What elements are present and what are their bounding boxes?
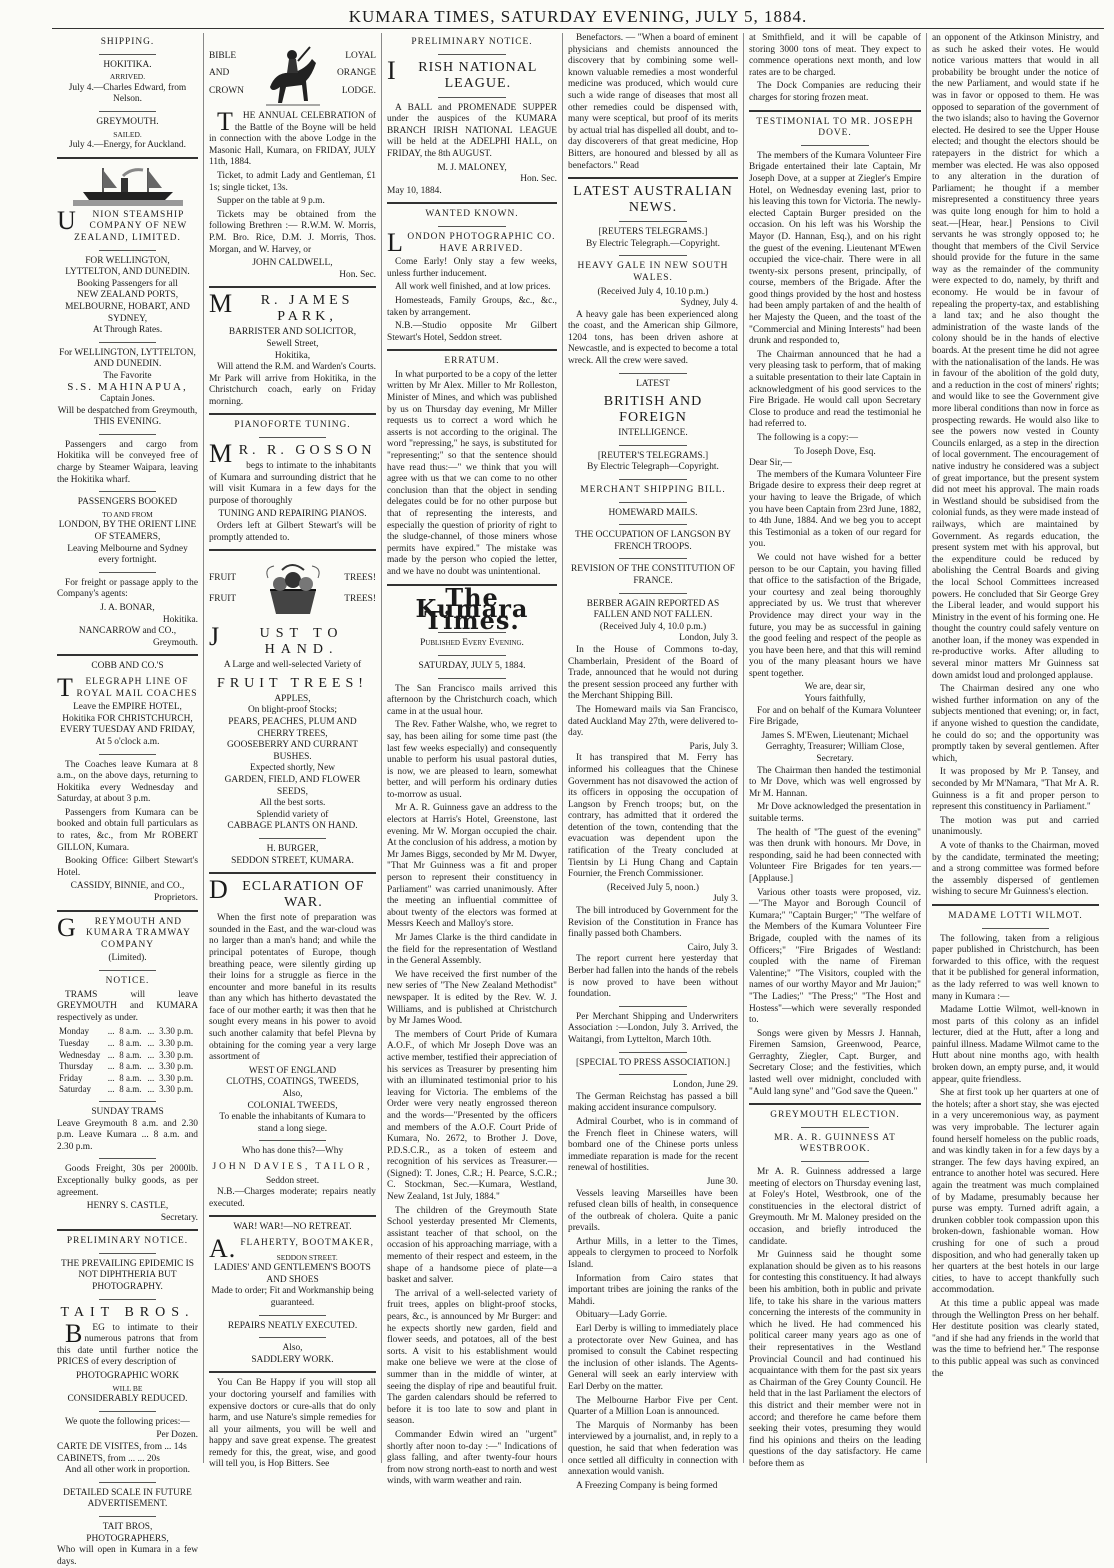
- sunday-text: Leave Greymouth 8 a.m. and 2.30 p.m. Leave Kumara ... 8 a.m. and 2.30 p.m.: [57, 1118, 198, 1152]
- timetable-cell: 8 a.m.: [119, 1084, 142, 1095]
- reichstag-text: The German Reichstag has passed a bill making accident insurance compulsory.: [568, 1091, 738, 1114]
- guinness-westbrook: MR. A. R. GUINNESS AT WESTBROOK.: [774, 1132, 896, 1155]
- revision-constitution: REVISION OF THE CONSTITUTION OF FRANCE.: [571, 564, 735, 586]
- coach-leave: Leave the EMPIRE HOTEL, Hokitika FOR CHRISTCHURCH, EVERY TUESDAY AND FRIDAY, At 5 o'clock a.m.: [60, 702, 195, 747]
- flaherty-street: SEDDON STREET.: [276, 1252, 338, 1262]
- epidemic-heading: THE PREVAILING EPIDEMIC IS NOT DIPHTHERIA BUT PHOTOGRAPHY.: [61, 1258, 194, 1293]
- timetable-cell: 8 a.m.: [119, 1061, 142, 1072]
- tuning-repairing: TUNING AND REPAIRING PIANOS.: [218, 509, 367, 520]
- greymouth-election: GREYMOUTH ELECTION.: [770, 1110, 900, 1121]
- agent-nancarrow-place: Greymouth.: [152, 637, 198, 648]
- h-burger: H. BURGER,: [266, 843, 319, 854]
- finished-text: All work well finished, and at low prices.: [395, 282, 551, 293]
- agent-bonar: J. A. BONAR,: [100, 602, 155, 613]
- ball-text: A BALL and PROMENADE SUPPER under the auspices of the KUMARA BRANCH IRISH NATIONAL LEAGUE will be held at the ADELPHI HALL, on FRIDAY, the 8th AUGUST.: [387, 102, 557, 159]
- henry-castle: HENRY S. CASTLE,: [86, 1201, 169, 1212]
- fruit-label-1: FRUIT: [209, 572, 237, 583]
- carte-price: CARTE DE VISITES, from ... 14s: [57, 1442, 187, 1452]
- timetable-cell: 8 a.m.: [119, 1026, 142, 1037]
- repairs-neatly: REPAIRS NEATLY EXECUTED.: [227, 1320, 358, 1331]
- editorial-p4: Mr James Clarke is the third candidate in the field for the representation of Westland in the General Assembly.: [387, 933, 557, 967]
- greymouth-heading: GREYMOUTH.: [96, 116, 159, 127]
- derby-text: Earl Derby is willing to immediately place a protectorate over New Guinea, and has promised to consult the Cabinet respecting the inclusion of other islands. The Agents-General will seek an early interview with Earl Derby on the matter.: [568, 1324, 738, 1392]
- column-2: [204, 33, 382, 1470]
- agent-bonar-place: Hokitika.: [162, 614, 198, 625]
- photo-work: PHOTOGRAPHIC WORK: [75, 1371, 180, 1382]
- for-wellington: FOR WELLINGTON, LYTTELTON, AND DUNEDIN.: [65, 255, 190, 278]
- guinness-p5: It was proposed by Mr P. Tansey, and seconded by Mr M'Namara, "That Mr A. R. Guinness is a fit and proper person to represent this constituency in Parliament.": [932, 767, 1099, 813]
- notice-heading: NOTICE.: [105, 976, 150, 986]
- column-5: [744, 33, 927, 1469]
- editorial-p2: The Rev. Father Walshe, who, we regret to say, has been ailing for some time past (the last few weeks especially) and consequently unable to perform his usual pastoral duties, is now, we are pleased to learn, somewhat better, and will perform his ordinary duties to-morrow as usual.: [387, 720, 557, 800]
- arrived-label: ARRIVED.: [109, 72, 146, 82]
- erratum-heading: ERRATUM.: [444, 356, 500, 367]
- homesteads-text: Homesteads, Family Groups, &c., &c., taken by arrangement.: [387, 295, 557, 318]
- following-copy: The following is a copy:—: [757, 433, 859, 443]
- crown-label: CROWN: [209, 85, 244, 96]
- sydney-dateline: Sydney, July 4.: [680, 298, 738, 309]
- timetable-cell: ...: [147, 1084, 155, 1095]
- annual-celebration: THE ANNUAL CELEBRATION of the Battle of the Boyne will be held in connection with the above Lodge in the Masonic Hall, Kumara, on FRIDAY, JULY 11th, 1884.: [209, 107, 376, 168]
- testimonial-p1: The members of the Kumara Volunteer Fire Brigade entertained their late Captain, Mr Joseph Dove, at a supper at Ziegler's Empire Hotel, on Wednesday evening last, prior to his leaving this town for Victoria. The newly-elected Captain Burger presided on the occasion. On his left was his Worship the Mayor (D. Hannan, Esq.), and on his right the guest of the evening. Lieutenant M'Ewen occupied the vice-chair. There were in all twenty-six persons present, principally, of course, members of the Brigade. After the good things provided by the host and hostess had been amply partaken of and the health of her Majesty the Queen, and the toast of the "Commercial and Mining Interests" had been drunk and responded to,: [749, 150, 921, 347]
- loyal-label: LOYAL: [345, 50, 376, 61]
- sailed-text: July 4.—Energy, for Auckland.: [69, 140, 186, 151]
- lotti-p3: She at first took up her quarters at one of the hotels; after a short stay, she was ejected in a very unceremonious way, as payment was very improbable. The lecturer again found herself homeless on the public roads, and was kindly taken in for a few days by a stranger. The few days having expired, an entrance to another hotel was secured. Here again the treatment was much complained of by Madame, presumably because her purse was empty. Turned adrift again, a drunken cobbler took compassion upon this broken-down, fashionable woman. How crushing for one of such a proud disposition, and who had generally taken up her quarters at the best hotels in our large cities, to have to accept thankfully such accommodation.: [932, 1088, 1099, 1296]
- tait-bros-2: TAIT BROS,: [102, 1521, 153, 1532]
- maloney-name: M. J. MALONEY,: [437, 162, 507, 173]
- arrived-text: July 4.—Charles Edward, from Nelson.: [68, 82, 187, 105]
- paris-dateline: Paris, July 3.: [689, 741, 738, 752]
- columns: [52, 33, 1104, 1567]
- sailed-label: SAILED.: [113, 129, 142, 139]
- bill-text: The bill introduced by Government for the Revision of the Constitution in France has finally passed both Chambers.: [568, 906, 738, 940]
- homeward-text: The Homeward mails via San Francisco, dated Auckland May 27th, were delivered to-day.: [568, 704, 738, 739]
- marseilles-text: Vessels leaving Marseilles have been refused clean bills of health, in consequence of the outbreak of cholera. Quite a panic prevails.: [568, 1188, 738, 1234]
- london-photographic: LONDON PHOTOGRAPHIC CO. HAVE ARRIVED.: [387, 227, 556, 257]
- guinness-p4: The Chairman desired any one who wished further information on any of the subjects mentioned that evening; or, in fact, if anyone wished to question the candidate, he could do so; and the opportunity was promptly taken by several gentlemen. After which,: [932, 684, 1099, 764]
- guinness-p2: Mr Guinness said he thought some explanation should be given as to his reasons for contesting this constituency. It had always been his ambition, both in public and private life, to take his share in the various matters concerning the interests of the community in which he lived. He had commenced his political career many years ago as one of their representatives in the Westland Provincial Council and had continued his acquaintance with them for the past six years as Chairman of the Grey County Council. He held that in the last Parliament the electors of this district and their member were not in accord; and therefore he came before them seeking their votes, presuming they would find his opinions and theirs on the leading questions of the day satisfactory. He came before them as: [749, 1250, 921, 1469]
- guinness-p1: Mr A. R. Guinness addressed a large meeting of electors on Thursday evening last, at Foley's Hotel, Westbrook, one of the constituencies in the electoral district of Greymouth. Mr M. Maloney presided on the occasion, and briefly introduced the candidate.: [749, 1167, 921, 1247]
- testimonial-p4: We could not have wished for a better person to be our Captain, you having filled that office to the satisfaction of the Brigade, your courtesy and zeal being thoroughly appreciated by us. We trust that wherever Providence may direct your way in the future, you may be as successful in gaining the good feeling and respect of the people as you have been here, and that this will remind you of the many pleasant hours we have spent together.: [749, 552, 921, 679]
- guinness-p7: A vote of thanks to the Chairman, moved by the candidate, terminated the meeting; and a strong committee was formed before the assembly dispersed of gentlemen wishing to secure Mr Guinness's election.: [932, 840, 1099, 898]
- enable-text: To enable the inhabitants of Kumara to stand a long siege.: [219, 1112, 366, 1134]
- west-of-england: WEST OF ENGLAND: [248, 1065, 337, 1076]
- leaving-text: Leaving Melbourne and Sydney every fortnight.: [67, 543, 188, 566]
- captain-name: Captain Jones.: [100, 394, 155, 405]
- for-on-behalf: For and on behalf of the Kumara Volunteer Fire Brigade,: [749, 705, 921, 728]
- pianoforte-tuning: PIANOFORTE TUNING.: [234, 420, 351, 431]
- timetable-cell: ...: [107, 1072, 115, 1083]
- by-telegraph: By Electric Telegraph.—Copyright.: [585, 238, 721, 249]
- agent-nancarrow: NANCARROW and CO.,: [78, 626, 177, 637]
- war-no-retreat: WAR! WAR!—NO RETREAT.: [233, 1222, 352, 1233]
- best-sorts: All the best sorts.: [259, 798, 326, 809]
- for-wellington-2: For WELLINGTON, LYTTELTON, AND DUNEDIN.: [59, 347, 196, 370]
- fruit-trees-heading: FRUIT TREES!: [217, 675, 368, 691]
- homeward-mails: HOMEWARD MAILS.: [608, 507, 698, 518]
- cairo-text: The report current here yesterday that Berber had fallen into the hands of the rebels is now proved to have been without foundation.: [568, 954, 738, 1000]
- paper-title: The Kumara Times.: [415, 582, 529, 635]
- timetable-cell: 3.30 p.m.: [159, 1049, 194, 1060]
- received-3: (Received July 5, noon.): [607, 882, 699, 893]
- by-telegraph-2: By Electric Telegraph—Copyright.: [587, 462, 719, 473]
- cobb-title: COBB AND CO.'S: [91, 661, 164, 672]
- freezing-text: A Freezing Company is being formed: [576, 1480, 718, 1491]
- timetable-cell: ...: [147, 1049, 155, 1060]
- lotti-p1: The following, taken from a religious paper published in Christchurch, has been forwarded to this office, with the request that it be published for general information, as the lady referred to was well known to many in Kumara :—: [932, 933, 1099, 1002]
- union-steamship-title: UNION STEAMSHIP COMPANY OF NEW ZEALAND, LIMITED.: [57, 205, 188, 243]
- tramway-title: GREYMOUTH AND KUMARA TRAMWAY COMPANY: [57, 912, 191, 950]
- through-rates: At Through Rates.: [92, 325, 163, 336]
- latest-australian: LATEST AUSTRALIAN NEWS.: [573, 184, 733, 216]
- london-dateline-2: London, June 29.: [672, 1080, 738, 1091]
- heavy-gale: HEAVY GALE IN NEW SOUTH WALES.: [577, 261, 729, 283]
- booking-text: Booking Passengers for all: [77, 278, 178, 289]
- burger-address: SEDDON STREET, KUMARA.: [231, 855, 354, 866]
- timetable-cell: Saturday: [59, 1084, 91, 1095]
- open-kumara: Who will open in Kumara in a few days.: [57, 1545, 198, 1567]
- column-6: [927, 33, 1104, 1463]
- obituary-text: Obituary—Lady Gorrie.: [576, 1310, 668, 1321]
- saddlery-work: SADDLERY WORK.: [251, 1354, 334, 1365]
- ferry-text: It has transpired that M. Ferry has informed his colleagues that the Chinese Government has not disavowed the action of its officers in opposing the occupation of Langson by French troops; but, on the contrary, has admitted that it ordered the detention of the town, contending that the evacuation was dependent upon the ratification of the Treaty concluded at Tientsin by Li Hung Chang and Captain Fournier, the French Commissioner.: [568, 753, 738, 880]
- cairo-text-2: Information from Cairo states that important tribes are joining the ranks of the Mahdi.: [568, 1273, 738, 1307]
- irish-national-league: IRISH NATIONAL LEAGUE.: [387, 55, 538, 91]
- lodge-label: LODGE.: [341, 85, 376, 96]
- park-hokitika: Hokitika,: [274, 350, 311, 361]
- masthead: KUMARA TIMES, SATURDAY EVENING, JULY 5, 1884.: [52, 6, 1104, 29]
- timetable-row: [57, 1038, 198, 1050]
- erratum-text: In what purported to be a copy of the letter written by Mr Alex. Miller to Mr Rolleston, Minister of Mines, and which was published by us on Thursday day evening, Mr Miller requests us to correct a word which he asserts is not according to the original. The word "repressing," he says, is substituted for "representing;" so that the sentence should have read thus:—" we think that you will agree with us that we can come to no other conclusion than that the object in sending delegates could be for no other purpose but that of representing the interests, and especially the question of priority of right to the sludge-channel, of those miners whose permits have expired." The mistake was made by the person who copied the letter, and we have no doubt was unintentional.: [387, 369, 557, 577]
- hop-bitters-ad: You Can Be Happy if you will stop all your doctoring yourself and families with expensive doctors or cure-alls that do only harm, and use Nature's simple remedies for all your ailments, you will be well and happy and save great expense. The greatest remedy for this, the great, wise, and good will tell you, is Hop Bitters. See: [209, 1378, 376, 1470]
- guinness-p3: an opponent of the Atkinson Ministry, and as such he asked their votes. He would notice various matters that would in all probability be brought under the notice of the new Parliament, and would state if he was in favor or opposed to them. He was opposed to separation of the government of the two islands; also to having the Governor elected. He desired to see the Upper House elected; and thought the electors should be ratepayers in the district for which a member was elected. He was also opposed to any alteration in the duration of Parliament; he thought if a member misrepresented a constituency three years was quite long enough for him to hold a seat.—[Hear, hear.] Pensions to Civil servants he was strongly opposed to; he thought that members of the Civil Service should provide for the future in the same way as the remainder of the community were expected to do, namely, by thrift and economy. He would be in favour of repealing the property-tax, and establishing a land tax; and he also thought the administration of the waste lands of the colony should be in the hands of elective boards. At the present time he did not agree with the nationalisation of the lands. He was in favour of the abolition of the gold duty, and a reduction in the cost of miners' rights; and would like to see the Government give more liberal conditions than now in force as prospecting rewards. He would also like to see the powers now vested in County Councils enlarged, as a step in the direction of local government. The encouragement of native industry he considered was a subject of great importance, but the present system did not meet his approval. The main roads in Westland should be subsidised from the colonial funds, as they were made instead of railways, which are maintained by Government. As regards education, the present system met with his approval, but the expenditure could be reduced by abolishing the Central Boards and giving the local School Committees increased powers. He concluded that Sir George Grey the Liberal leader, and would support his Ministry in the event of his forming one. He thought the country could safely venture on another loan, if the money was expended in re-productive works. After alluding to several minor matters Mr Guinness sat down amidst loud and prolonged applause.: [932, 33, 1099, 681]
- timetable-cell: 8 a.m.: [119, 1072, 142, 1083]
- tickets-text: Tickets may be obtained from the following Brethren :— R.W.M. W. Morris, P.M. Bro. Rice, D.M. J. Morris, Thos. Morgan, and W. Harvey, or: [209, 209, 376, 255]
- editorial-p8: The arrival of a well-selected variety of fruit trees, apples on blight-proof stocks, pears, &c., is announced by Mr Burger: and he expects shortly new garden, field and flower seeds, and potatoes, all of the best sorts. A visit to his establishment would make one believe we were at the close of summer than in the middle of winter, at seeing the display of ripe and beautiful fruit. The garden calendars should be referred to before it is too late to sow and plant in season.: [387, 1288, 557, 1427]
- despatched-text: Will be despatched from Greymouth, THIS EVENING.: [57, 405, 198, 428]
- reuters-telegrams: [REUTERS TELEGRAMS.]: [598, 227, 708, 238]
- timetable-row: [57, 1061, 198, 1073]
- column-1: [52, 33, 204, 1567]
- timetable-row: [57, 1073, 198, 1085]
- normanby-text: The Marquis of Normanby has been interviewed by a journalist, and, in reply to a question, he said that when federation was once settled all difficulty in connection with annexation would vanish.: [568, 1420, 738, 1478]
- merchant-shipping-bill: MERCHANT SHIPPING BILL.: [580, 485, 726, 496]
- timetable-cell: Tuesday: [59, 1037, 90, 1048]
- courbet-text: Admiral Courbet, who is in command of the French fleet in Chinese waters, will bombard one of the Chinese ports unless immediate reparation is made for the recent renewal of hostilities.: [568, 1116, 738, 1174]
- timetable-cell: ...: [147, 1037, 155, 1048]
- to-dove: To Joseph Dove, Esq.: [794, 446, 876, 457]
- freight-text: For freight or passage apply to the Company's agents:: [57, 577, 198, 600]
- prelim-notice: PRELIMINARY NOTICE.: [66, 1236, 189, 1247]
- timetable-cell: 8 a.m.: [119, 1049, 142, 1060]
- timetable-cell: 3.30 p.m.: [159, 1072, 194, 1083]
- orange-label: ORANGE: [336, 68, 376, 79]
- ladies-boots: LADIES' AND GENTLEMEN'S BOOTS AND SHOES: [214, 1263, 371, 1285]
- hokitika-heading: HOKITIKA.: [103, 59, 152, 70]
- editorial-p7: The children of the Greymouth State School yesterday presented Mr Clements, assistant teacher of that school, on the occasion of his approaching marriage, with a memento of their respect and esteem, in the shape of a handsome piece of plate—a basket and salver.: [387, 1205, 557, 1286]
- will-be: WILL BE: [112, 1383, 143, 1393]
- underwriters-text: Per Merchant Shipping and Underwriters Association :—London, July 3. Arrived, the Waitangi, from Lyttelton, March 10th.: [568, 1011, 738, 1045]
- we-are: We are, dear sir,: [804, 682, 866, 693]
- berber: BERBER AGAIN REPORTED AS FALLEN AND NOT FALLEN.: [586, 598, 720, 621]
- editorial-p3: Mr A. R. Guinness gave an address to the electors at Harris's Hotel, Greenstone, last evening. Mr W. Morgan occupied the chair. At the conclusion of his address, a motion by Mr James Biggs, seconded by Mr M. Dwyer, "That Mr Guinness was a fit and proper person to represent their constituency in Parliament" was carried unanimously. After the meeting an influential committee of about twenty of the electors was formed at Messrs Keech and Malloy's store.: [387, 803, 557, 930]
- signatories: James S. M'Ewen, Lieutenant; Michael Gerraghty, Treasurer; William Close, Secretary.: [761, 730, 909, 765]
- cassidy-binnie: CASSIDY, BINNIE, and CO.,: [70, 881, 185, 892]
- large-variety: A Large and well-selected Variety of: [223, 660, 362, 671]
- lotti-wilmot-heading: MADAME LOTTI WILMOT.: [948, 910, 1083, 921]
- timetable-cell: ...: [107, 1084, 115, 1095]
- passengers-text: Passengers and cargo from Hokitika will be conveyed free of charge by Steamer Waipara, leaving the Hokitika wharf.: [57, 439, 198, 485]
- tait-text: BEG to intimate to their numerous patrons that from this date until further notice the PRICES of every description of: [57, 1318, 198, 1368]
- prelim-notice-irish: PRELIMINARY NOTICE.: [411, 37, 533, 47]
- dear-sir: Dear Sir,—: [749, 458, 792, 469]
- nz-ports: NEW ZEALAND PORTS, MELBOURNE, HOBART, AND SYDNEY,: [65, 290, 190, 324]
- castle-secretary: Secretary.: [160, 1212, 198, 1223]
- editorial-p1: The San Francisco mails arrived this afternoon by the Christchurch coach, which came in at the usual hour.: [387, 683, 557, 717]
- editorial-p9: Commander Edwin wired an "urgent" shortly after noon to-day :—" Indications of glass falling, and after twenty-four hours from now strong north-east to north and west winds, with warm weather and rain.: [387, 1429, 557, 1487]
- testimonial-p7: The health of "The guest of the evening" was then drunk with honours. Mr Dove, in responding, said he had been connected with Volunteer Fire Brigades for ten years.—[Applause.]: [749, 827, 921, 884]
- also-2: Also,: [282, 1343, 303, 1354]
- war-text: When the first note of preparation was sounded in the East, and the war-cloud was no larger than a man's hand; and while the principal potentates of Europe, though breathing peace, were silently girding up their loins for a struggle as fierce in the encounter and more baneful in its results than any which has hitherto devastated the face of our mother earth; it was then that he sought every means in his power to avoid such another calamity that befel Plevna by obtaining for the coming year a very large assortment of: [209, 913, 376, 1063]
- detailed-scale: DETAILED SCALE IN FUTURE ADVERTISEMENT.: [63, 1487, 192, 1510]
- timetable-cell: ...: [107, 1037, 115, 1048]
- fruit-trees-header: [209, 556, 376, 622]
- mills-text: Arthur Mills, in a letter to the Times, appeals to clergymen to proceed to Norfolk Island.: [568, 1236, 738, 1271]
- guinness-p6: The motion was put and carried unanimously.: [932, 815, 1099, 838]
- timetable-row: [57, 1050, 198, 1062]
- orange-lodge-header: [209, 37, 376, 111]
- horseman-illustration: [258, 41, 328, 107]
- lotti-p2: Madame Lottie Wilmot, well-known in most parts of this colony as an infidel lecturer, died at the Hutt, after a long and painful illness. Madame Wilmot came to the Hutt about nine months ago, with health broken down, an empty purse, and, it would appear, quite friendless.: [932, 1005, 1099, 1085]
- park-text: Will attend the R.M. and Warden's Courts. Mr Park will arrive from Hokitika, in the Christchurch coach, early on Friday morning.: [209, 362, 376, 407]
- photographers: PHOTOGRAPHERS,: [86, 1533, 169, 1544]
- sewell-street: Sewell Street,: [266, 338, 319, 349]
- timetable-cell: ...: [107, 1026, 115, 1037]
- received-1: (Received July 4, 10.10 p.m.): [597, 286, 709, 297]
- blight-proof: On blight-proof Stocks;: [247, 705, 338, 716]
- james-park: MR. JAMES PARK,: [209, 289, 354, 325]
- cairo-dateline: Cairo, July 3.: [687, 942, 738, 953]
- davies-nb: N.B.—Charges moderate; repairs neatly executed.: [209, 1187, 376, 1209]
- published-every-evening: Published Every Evening.: [420, 638, 524, 649]
- splendid-variety: Splendid variety of: [256, 809, 329, 820]
- john-caldwell: JOHN CALDWELL,: [252, 258, 333, 269]
- expected-shortly: Expected shortly, New: [249, 763, 336, 774]
- london-orient: LONDON, BY THE ORIENT LINE OF STEAMERS,: [58, 520, 197, 542]
- testimonial-p5: The Chairman then handed the testimonial to Mr Dove, which was well engrossed by Mr M. Hannan.: [749, 765, 921, 799]
- gooseberry: GOOSEBERRY AND CURRANT BUSHES.: [227, 740, 358, 762]
- july3-dateline: July 3.: [712, 894, 738, 905]
- timetable-cell: 3.30 p.m.: [159, 1026, 194, 1037]
- intelligence: INTELLIGENCE.: [618, 428, 688, 439]
- testimonial-p9: Songs were given by Messrs J. Hannah, Firemen Samsion, Greenwood, Pearce, Gerraghty, Ziegler, Capt. Burger, and Secretary Close; and the festivities, which lasted well over midnight, concluded with "Auld lang syne" and "God save the Queen.": [749, 1028, 921, 1097]
- other-work: And all other work in proportion.: [65, 1465, 190, 1476]
- timetable-row: [57, 1084, 198, 1096]
- bible-label: BIBLE: [209, 50, 237, 61]
- june30-dateline: June 30.: [706, 1176, 738, 1187]
- timetable-cell: 3.30 p.m.: [159, 1037, 194, 1048]
- sunday-trams: SUNDAY TRAMS: [91, 1106, 164, 1117]
- timetable-cell: 3.30 p.m.: [159, 1084, 194, 1095]
- tramway-limited: (Limited).: [108, 953, 147, 964]
- commons-text: In the House of Commons to-day, Chamberlain, President of the Board of Trade, announced that he would not during the present session proceed any further with the Merchant Shipping Bill.: [568, 644, 738, 702]
- wanted-known: WANTED KNOWN.: [425, 209, 519, 220]
- lotti-p4: At this time a public appeal was made through the Wellington Press on her behalf. Her destitute position was clearly stated, "and if she had any friends in the world that was the time to befriend her." The response to this public appeal was such as convinced the: [932, 1298, 1099, 1379]
- london-dateline: London, July 3.: [679, 633, 738, 644]
- timetable-cell: Friday: [59, 1072, 83, 1083]
- colonial-tweeds: COLONIAL TWEEDS,: [247, 1100, 338, 1111]
- trees-label-1: TREES!: [344, 572, 376, 583]
- timetable-cell: ...: [107, 1061, 115, 1072]
- testimonial-p6: Mr Dove acknowledged the presentation in suitable terms.: [749, 802, 921, 824]
- received-2: (Received July 4, 10.0 p.m.): [599, 621, 707, 632]
- booking-office: Booking Office: Gilbert Stewart's Hotel.: [57, 856, 198, 878]
- to-from: TO AND FROM: [102, 509, 153, 519]
- timetable-row: [57, 1026, 198, 1038]
- may-date: May 10, 1884.: [387, 185, 442, 196]
- orders-text: Orders left at Gilbert Stewart's will be promptly attended to.: [209, 521, 376, 543]
- benefactors-text: Benefactors. — "When a board of eminent physicians and chemists announced the discovery that by combining some well-known valuable remedies a most wonderful medicine was produced, which would cure such a wide range of diseases that most all other remedies could be dispensed with, many were sceptical, but proof of its merits by actual trial has dispelled all doubt, and to-day discoverers of that great medicine, Hop Bitters, are honoured and blessed by all as benefactors." Read: [568, 33, 738, 171]
- testimonial-heading: TESTIMONIAL TO MR. JOSEPH DOVE.: [756, 116, 914, 139]
- maloney-hon-sec: Hon. Sec.: [520, 174, 557, 185]
- timetable-cell: Wednesday: [59, 1049, 101, 1060]
- caldwell-hon-sec: Hon. Sec.: [339, 269, 376, 280]
- editorial-p6: The members of Court Pride of Kumara A.O.F., of which Mr Joseph Dove was an active member, testified their appreciation of his services as Treasurer by presenting him with an illuminated testimonial prior to his leaving for Victoria. The emblems of the Order were very neatly engrossed thereon and the words—"Presented by the officers and members of the A.O.F. Court Pride of Kumara, No. 2672, to Brother J. Dove, P.D.S.C.R., as a token of esteem and recognition of his services as Treasurer.—(Signed): T. Jones, C.R.; H. Pearce, S.C.R.; C. Stockman, Sec.—Kumara, Westland, New Zealand, 1st July, 1884.": [387, 1029, 557, 1203]
- studio-text: N.B.—Studio opposite Mr Gilbert Stewart's Hotel, Seddon street.: [387, 321, 557, 343]
- proprietors: Proprietors.: [153, 893, 198, 904]
- telegraph-line: TELEGRAPH LINE OF ROYAL MAIL COACHES: [57, 672, 198, 702]
- testimonial-p2: The Chairman announced that he had a very pleasing task to perform, that of making a suitable presentation to their late Captain in acknowledgment of his good services to the Fire Brigade. He would call upon Secretary Close to produce and read the testimonial he had referred to.: [749, 349, 921, 430]
- steamship-illustration: [57, 164, 198, 206]
- shipping-heading: SHIPPING.: [100, 37, 155, 47]
- favorite-text: The Favorite: [103, 370, 152, 381]
- barrister-text: BARRISTER AND SOLICITOR,: [228, 327, 357, 338]
- latest-label: LATEST: [636, 378, 670, 389]
- and-label: AND: [209, 68, 230, 79]
- reuters-telegrams-2: [REUTER'S TELEGRAMS.]: [597, 450, 709, 461]
- pears-peaches: PEARS, PEACHES, PLUM AND CHERRY TREES,: [228, 717, 357, 739]
- timetable-cell: ...: [147, 1061, 155, 1072]
- yours-faithfully: Yours faithfully,: [804, 694, 866, 705]
- fruit-label-2: FRUIT: [209, 594, 237, 605]
- cloths-coatings: CLOTHS, COATINGS, TWEEDS,: [226, 1077, 359, 1088]
- dock-text: The Dock Companies are reducing their charges for storing frozen meat.: [749, 81, 921, 103]
- just-to-hand: JUST TO HAND.: [209, 622, 344, 658]
- british-foreign: BRITISH AND FOREIGN: [603, 394, 703, 426]
- trees-label-2: TREES!: [344, 594, 376, 605]
- timetable-cell: 3.30 p.m.: [159, 1061, 194, 1072]
- timetable-cell: Thursday: [59, 1061, 93, 1072]
- also-1: Also,: [282, 1089, 303, 1100]
- passengers-booked: PASSENGERS BOOKED: [77, 497, 178, 508]
- testimonial-p3: The members of the Kumara Volunteer Fire Brigade desire to express their deep regret at your having to leave the Brigade, of which you have been Captain from 23rd June, 1882, to 4th June, 1884. And we beg you to accept this Testimonial as a token of our regard for you.: [749, 469, 921, 550]
- ship-name: S.S. MAHINAPUA,: [67, 381, 188, 394]
- tait-bros: TAIT BROS.: [60, 1304, 195, 1320]
- cabbage-plants: CABBAGE PLANTS ON HAND.: [227, 821, 358, 832]
- passengers-text-2: Passengers from Kumara can be booked and obtain full particulars as to rates, &c., from Mr ROBERT GILLON, Kumara.: [57, 807, 198, 853]
- timetable-cell: ...: [147, 1026, 155, 1037]
- timetable-cell: 8 a.m.: [119, 1037, 142, 1048]
- testimonial-p8: Various other toasts were proposed, viz.—"The Mayor and Borough Council of Kumara;" "Captain Burger;" "The welfare of the Members of the Kumara Volunteer Fire Brigade, coupled with the names of its Officers;" "Fire Brigades of Westland: coupled with the name of Fireman Valentine;" "The Visitors, coupled with the names of our worthy Mayor and Mr Jauion;" "The Ladies;" "The Press;" "The Host and Hostess"—which were severally responded to.: [749, 887, 921, 1026]
- john-davies: JOHN DAVIES, TAILOR,: [212, 1162, 373, 1172]
- tram-timetable: [57, 1026, 198, 1096]
- timetable-cell: ...: [147, 1072, 155, 1083]
- apples: APPLES,: [274, 693, 311, 704]
- cabinets-price: CABINETS, from ... ... 20s: [57, 1453, 160, 1464]
- gosson-name: MR. R. GOSSON: [209, 439, 376, 469]
- smithfield-text: at Smithfield, and it will be capable of storing 3000 tons of meat. They expect to commence operations next month, and low rates are to be charged.: [749, 33, 921, 78]
- goods-freight: Goods Freight, 30s per 2000lb. Exceptionally bulky goods, as per agreement.: [57, 1164, 198, 1198]
- reduced: CONSIDERABLY REDUCED.: [67, 1394, 188, 1405]
- garden-seeds: GARDEN, FIELD, AND FLOWER SEEDS,: [224, 774, 361, 797]
- coaches-text: The Coaches leave Kumara at 8 a.m., on the above days, returning to Hokitika every Wednesday and Saturday, at about 3 p.m.: [57, 759, 198, 805]
- quote-text: We quote the following prices:—: [65, 1416, 190, 1427]
- ticket-text: Ticket, to admit Lady and Gentleman, £1 1s; single ticket, 13s.: [209, 170, 376, 193]
- declaration-of-war: DECLARATION OF WAR.: [209, 875, 365, 911]
- fruit-basket-illustration: [258, 560, 328, 618]
- per-dozen: Per Dozen.: [156, 1430, 198, 1441]
- gosson-text: begs to intimate to the inhabitants of Kumara and surrounding district that he will visit Kumara in a few days for the purpose of thoroughly: [209, 461, 376, 506]
- made-to-order: Made to order; Fit and Workmanship being guaranteed.: [211, 1286, 374, 1308]
- come-early: Come Early! Only stay a few weeks, unless further inducement.: [387, 257, 557, 279]
- melbourne-loan: The Melbourne Harbor Five per Cent. Quarter of a Million Loan is announced.: [568, 1395, 738, 1418]
- special-press: [SPECIAL TO PRESS ASSOCIATION.]: [575, 1057, 731, 1068]
- timetable-cell: ...: [107, 1049, 115, 1060]
- issue-date: SATURDAY, JULY 5, 1884.: [418, 660, 526, 671]
- langson: THE OCCUPATION OF LANGSON BY FRENCH TROOPS.: [575, 530, 731, 552]
- column-3: [382, 33, 563, 1487]
- editorial-p5: We have received the first number of the new series of "The New Zealand Methodist" newspaper. It is edited by the Rev. W. J. Williams, and is published at Christchurch by Mr James Wood.: [387, 969, 557, 1027]
- trams-text: TRAMS will leave GREYMOUTH and KUMARA respectively as under.: [57, 989, 198, 1023]
- column-4: [563, 33, 744, 1491]
- flaherty-bootmaker: A.FLAHERTY, BOOTMAKER,: [209, 1233, 374, 1263]
- who-has-done: Who has done this?—Why: [241, 1146, 344, 1157]
- davies-street: Seddon street.: [265, 1175, 320, 1186]
- supper-text: Supper on the table at 9 p.m.: [217, 196, 325, 207]
- timetable-cell: Monday: [59, 1026, 89, 1037]
- gale-text: A heavy gale has been experienced along the coast, and the American ship Gilmore, 1204 tons, has been driven ashore at Newcastle, and is expected to become a total wreck. All the crew were saved.: [568, 309, 738, 367]
